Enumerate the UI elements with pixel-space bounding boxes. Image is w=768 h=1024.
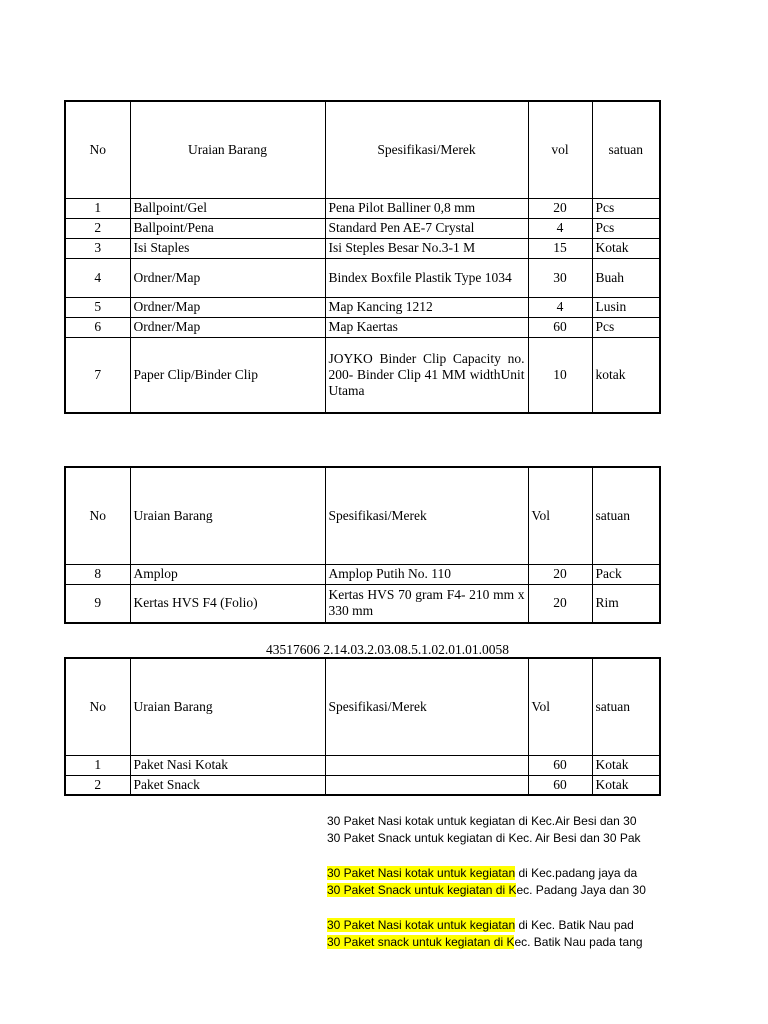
note-line xyxy=(327,882,658,899)
header-spec: Spesifikasi/Merek xyxy=(325,658,528,755)
note-text: ec. Batik Nau pada tang xyxy=(514,935,643,949)
cell-unit: Pcs xyxy=(592,218,660,238)
cell-vol: 4 xyxy=(528,297,592,317)
cell-spec: Amplop Putih No. 110 xyxy=(325,564,528,584)
cell-unit: Lusin xyxy=(592,297,660,317)
cell-unit: Kotak xyxy=(592,775,660,795)
note-text: di Kec.padang jaya da xyxy=(515,866,638,880)
cell-vol: 10 xyxy=(528,337,592,413)
cell-spec: Kertas HVS 70 gram F4- 210 mm x 330 mm xyxy=(325,584,528,623)
note-text: di Kec. Batik Nau pad xyxy=(515,918,634,932)
note-text: 30 Paket Snack untuk kegiatan di Kec. Air Besi dan 30 Pak xyxy=(327,831,641,845)
cell-spec: Pena Pilot Balliner 0,8 mm xyxy=(325,198,528,218)
table-row xyxy=(65,238,660,258)
table-row xyxy=(65,755,660,775)
note-line xyxy=(327,865,658,882)
cell-item: Ballpoint/Pena xyxy=(130,218,325,238)
cell-no: 8 xyxy=(65,564,130,584)
note-highlight: 30 Paket Nasi kotak untuk kegiatan xyxy=(327,918,516,932)
note-line xyxy=(327,830,658,847)
note-highlight: 30 Paket snack untuk kegiatan di K xyxy=(327,935,515,949)
table-row xyxy=(65,584,660,623)
cell-unit: Pcs xyxy=(592,317,660,337)
cell-no: 7 xyxy=(65,337,130,413)
items-table-3 xyxy=(64,657,661,796)
cell-item: Paper Clip/Binder Clip xyxy=(130,337,325,413)
header-item: Uraian Barang xyxy=(130,658,325,755)
cell-unit: Pcs xyxy=(592,198,660,218)
header-vol: Vol xyxy=(528,467,592,564)
note-line xyxy=(327,917,658,934)
items-table-2 xyxy=(64,466,661,624)
cell-item: Ordner/Map xyxy=(130,297,325,317)
cell-unit: Kotak xyxy=(592,755,660,775)
cell-spec: Standard Pen AE-7 Crystal xyxy=(325,218,528,238)
table-row xyxy=(65,564,660,584)
cell-spec: Map Kaertas xyxy=(325,317,528,337)
note-line xyxy=(327,934,658,951)
cell-item: Amplop xyxy=(130,564,325,584)
header-item: Uraian Barang xyxy=(130,467,325,564)
cell-vol: 60 xyxy=(528,317,592,337)
cell-spec: Bindex Boxfile Plastik Type 1034 xyxy=(325,258,528,297)
cell-item: Kertas HVS F4 (Folio) xyxy=(130,584,325,623)
table-row xyxy=(65,297,660,317)
cell-item: Ballpoint/Gel xyxy=(130,198,325,218)
table-header-row xyxy=(65,658,660,755)
table-row xyxy=(65,317,660,337)
cell-spec: Map Kancing 1212 xyxy=(325,297,528,317)
cell-spec xyxy=(325,775,528,795)
cell-item: Paket Snack xyxy=(130,775,325,795)
header-spec: Spesifikasi/Merek xyxy=(325,101,528,198)
cell-no: 5 xyxy=(65,297,130,317)
cell-vol: 30 xyxy=(528,258,592,297)
cell-vol: 15 xyxy=(528,238,592,258)
cell-unit: Rim xyxy=(592,584,660,623)
header-unit: satuan xyxy=(592,658,660,755)
cell-vol: 60 xyxy=(528,755,592,775)
header-no: No xyxy=(65,101,130,198)
note-text: ec. Padang Jaya dan 30 xyxy=(516,883,646,897)
cell-unit: Kotak xyxy=(592,238,660,258)
cell-no: 2 xyxy=(65,218,130,238)
cell-unit: Pack xyxy=(592,564,660,584)
cell-vol: 4 xyxy=(528,218,592,238)
table-row xyxy=(65,775,660,795)
cell-spec: Isi Steples Besar No.3-1 M xyxy=(325,238,528,258)
cell-spec: JOYKO Binder Clip Capacity no. 200- Binder Clip 41 MM widthUnit Utama xyxy=(325,337,528,413)
cell-unit: kotak xyxy=(592,337,660,413)
cell-no: 2 xyxy=(65,775,130,795)
table-row xyxy=(65,198,660,218)
cell-item: Ordner/Map xyxy=(130,317,325,337)
table-row xyxy=(65,337,660,413)
cell-no: 3 xyxy=(65,238,130,258)
notes-block xyxy=(327,813,658,951)
header-item: Uraian Barang xyxy=(130,101,325,198)
cell-no: 1 xyxy=(65,198,130,218)
cell-spec xyxy=(325,755,528,775)
cell-unit: Buah xyxy=(592,258,660,297)
header-spec: Spesifikasi/Merek xyxy=(325,467,528,564)
cell-no: 4 xyxy=(65,258,130,297)
table-row xyxy=(65,258,660,297)
cell-item: Isi Staples xyxy=(130,238,325,258)
header-vol: Vol xyxy=(528,658,592,755)
account-code: 43517606 2.14.03.2.03.08.5.1.02.01.01.0058 xyxy=(266,642,509,657)
header-vol: vol xyxy=(528,101,592,198)
cell-no: 9 xyxy=(65,584,130,623)
table-row xyxy=(65,218,660,238)
cell-vol: 20 xyxy=(528,198,592,218)
header-unit: satuan xyxy=(592,467,660,564)
cell-no: 1 xyxy=(65,755,130,775)
cell-item: Paket Nasi Kotak xyxy=(130,755,325,775)
header-no: No xyxy=(65,658,130,755)
items-table-1 xyxy=(64,100,661,414)
cell-item: Ordner/Map xyxy=(130,258,325,297)
cell-vol: 60 xyxy=(528,775,592,795)
header-unit: satuan xyxy=(592,101,660,198)
cell-no: 6 xyxy=(65,317,130,337)
note-text: 30 Paket Nasi kotak untuk kegiatan di Kec.Air Besi dan 30 xyxy=(327,814,637,828)
table-header-row xyxy=(65,101,660,198)
note-highlight: 30 Paket Nasi kotak untuk kegiatan xyxy=(327,866,516,880)
cell-vol: 20 xyxy=(528,564,592,584)
table-header-row xyxy=(65,467,660,564)
note-highlight: 30 Paket Snack untuk kegiatan di K xyxy=(327,883,517,897)
note-line xyxy=(327,813,658,830)
header-no: No xyxy=(65,467,130,564)
cell-vol: 20 xyxy=(528,584,592,623)
